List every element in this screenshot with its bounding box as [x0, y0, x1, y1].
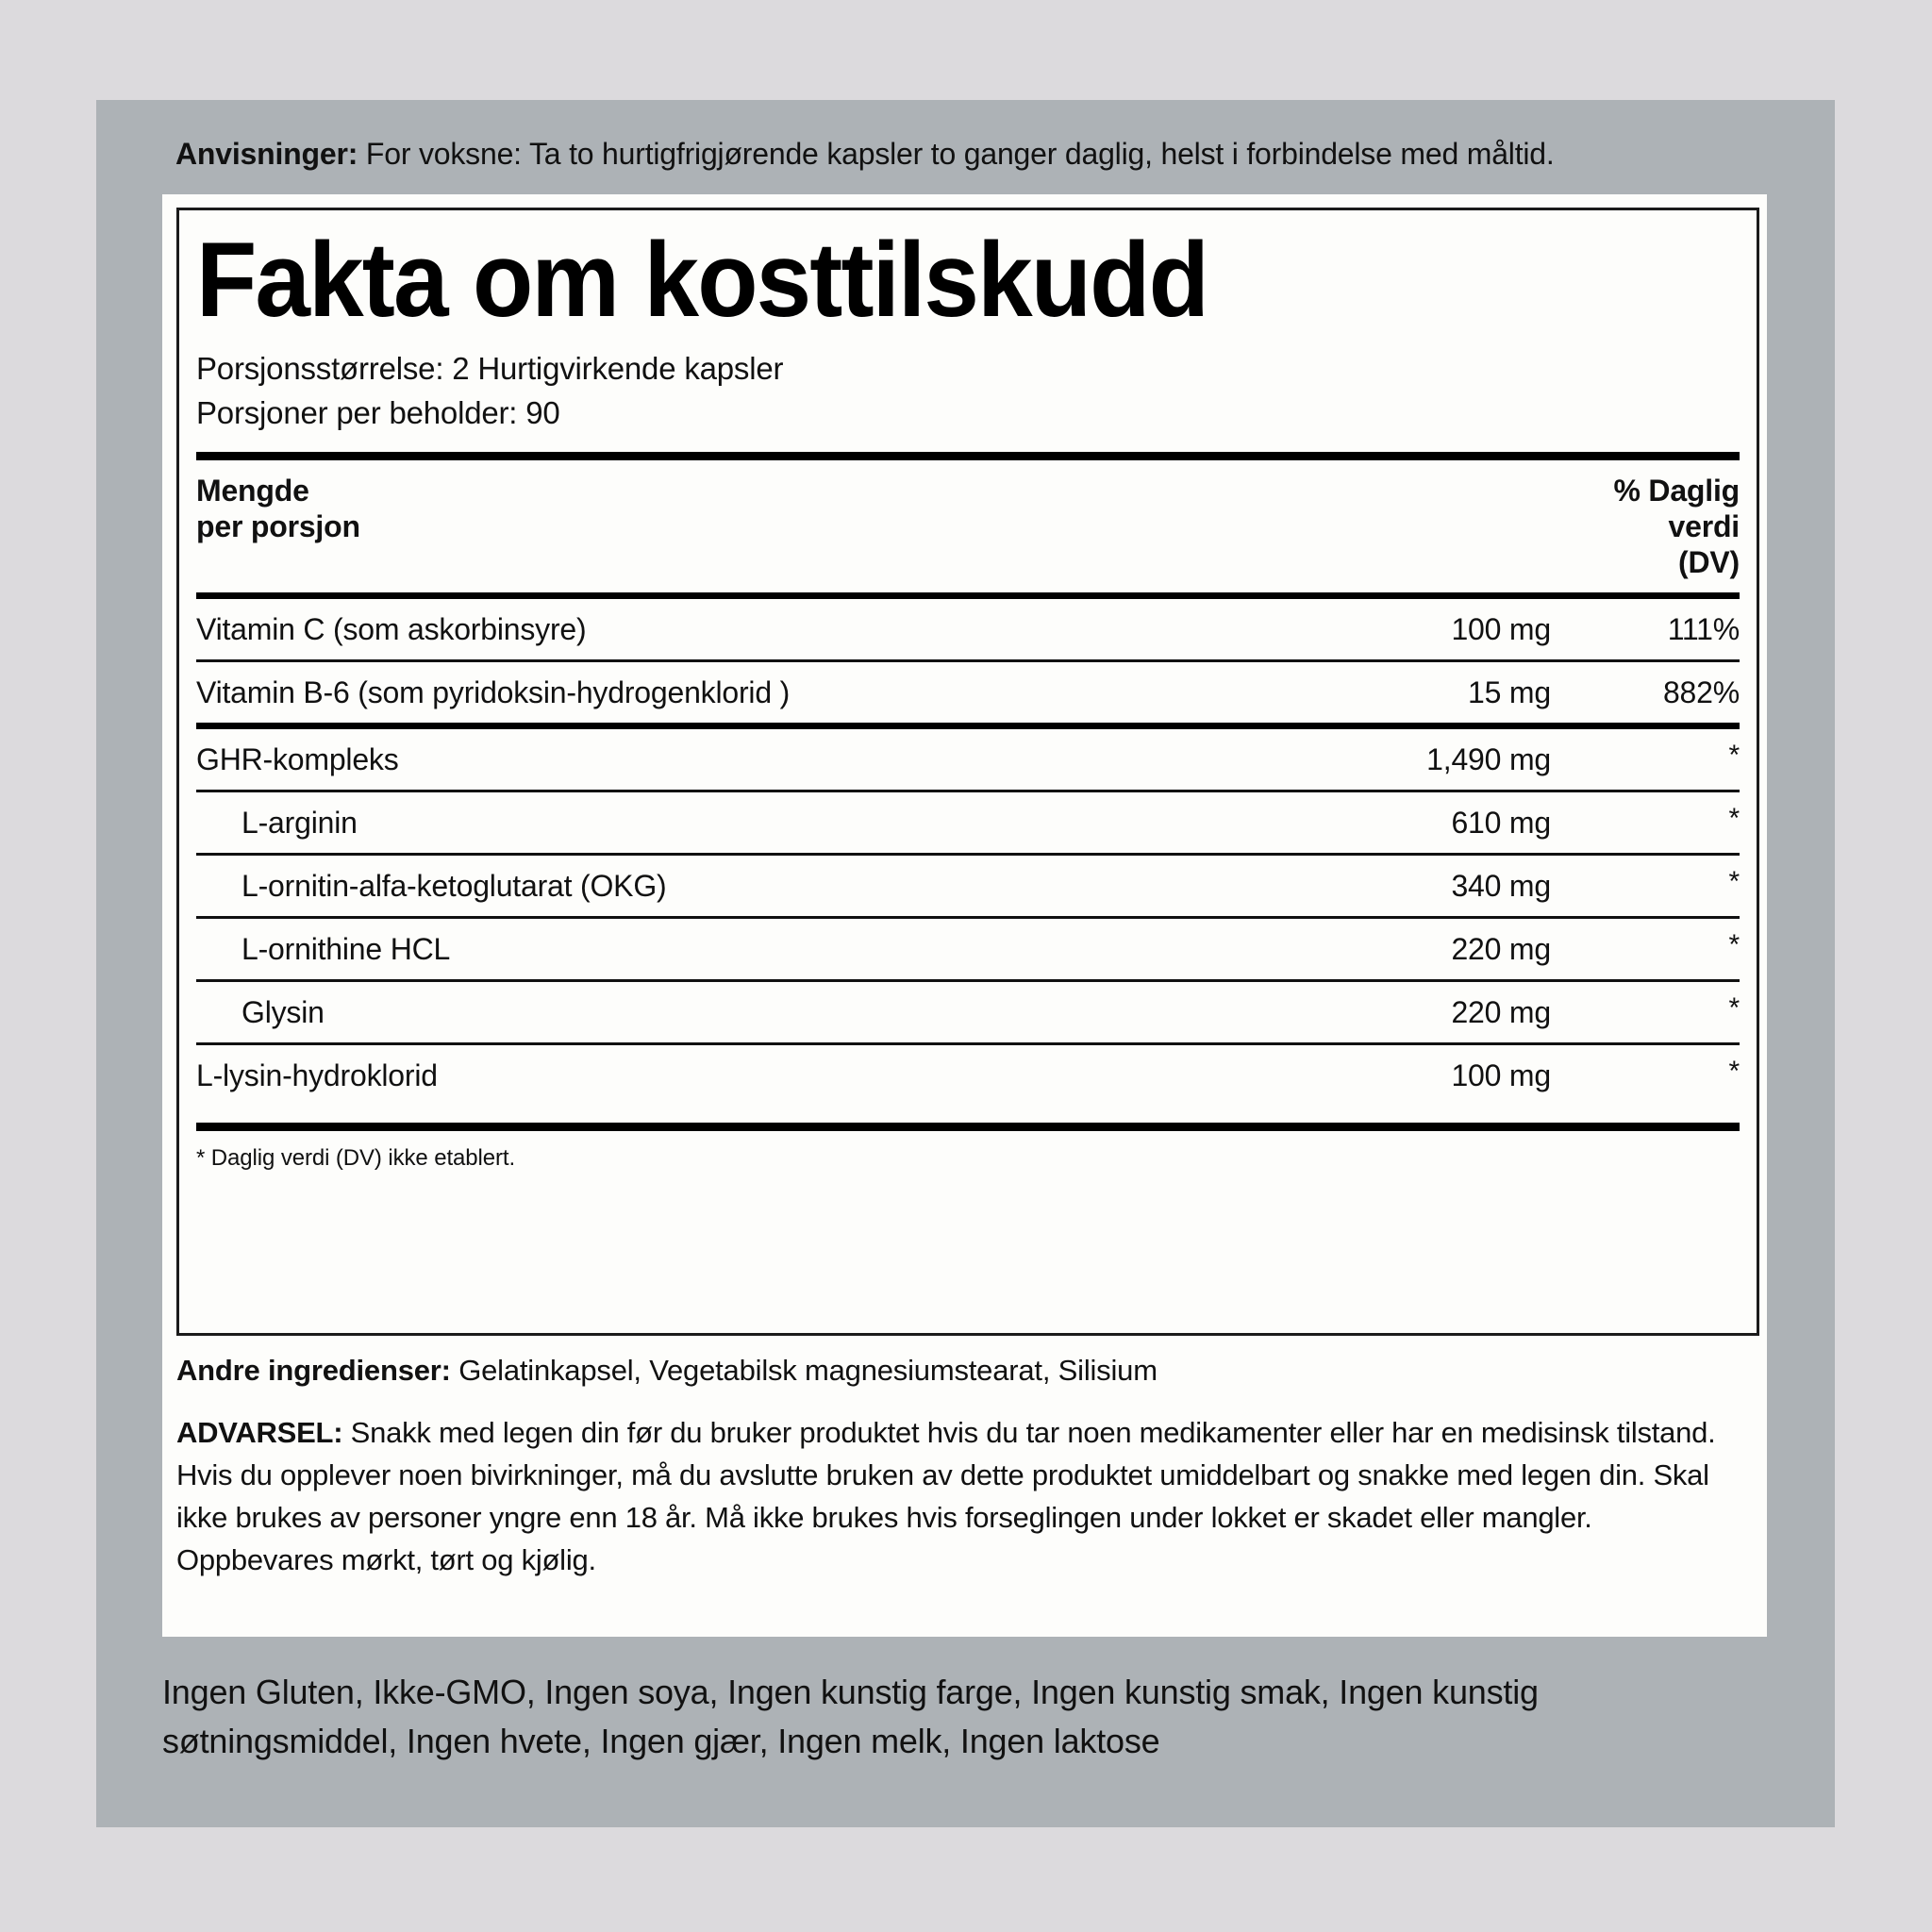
header-dv-line2: verdi [1668, 509, 1740, 543]
nutrient-daily-value [1551, 729, 1740, 791]
supplement-facts-table [196, 460, 1740, 592]
nutrient-daily-value [1551, 855, 1740, 918]
header-amount-cell [196, 460, 1268, 592]
dv-asterisk: * [1728, 929, 1740, 960]
header-spacer-cell [1268, 460, 1551, 592]
table-row [196, 855, 1740, 918]
nutrient-amount: 340 mg [1268, 855, 1551, 918]
nutrient-name: L-arginin [196, 791, 1268, 855]
rule-below-header [196, 592, 1740, 599]
table-row [196, 1044, 1740, 1107]
rule-below-vitamins [196, 723, 1740, 729]
nutrient-daily-value: 111% [1667, 612, 1740, 646]
table-row [196, 729, 1740, 791]
header-dv-line1: % Daglig [1613, 474, 1740, 508]
header-amount-line2: per porsjon [196, 509, 360, 543]
table-row [196, 791, 1740, 855]
nutrient-amount: 15 mg [1268, 661, 1551, 724]
product-claims: Ingen Gluten, Ikke-GMO, Ingen soya, Ingen kunstig farge, Ingen kunstig smak, Ingen kunstig søtningsmiddel, Ingen hvete, Ingen gjær, Ingen melk, Ingen laktose [162, 1673, 1539, 1760]
dv-asterisk: * [1728, 866, 1740, 897]
table-header-row [196, 460, 1740, 592]
other-ingredients-line [176, 1353, 1752, 1389]
nutrient-amount: 100 mg [1268, 1044, 1551, 1107]
dv-footnote: * Daglig verdi (DV) ikke etablert. [196, 1145, 516, 1171]
nutrient-table-top [196, 599, 1740, 723]
nutrient-name: Vitamin C (som askorbinsyre) [196, 612, 587, 646]
table-row [196, 918, 1740, 981]
nutrient-amount: 100 mg [1451, 612, 1551, 646]
supplement-facts-box [176, 208, 1759, 1336]
supplement-facts-panel [162, 194, 1767, 1637]
nutrient-daily-value [1551, 791, 1740, 855]
rule-above-footnote [196, 1123, 1740, 1131]
dv-asterisk: * [1728, 740, 1740, 771]
nutrient-rows-bottom [196, 729, 1740, 1106]
nutrient-name: L-lysin-hydroklorid [196, 1044, 1268, 1107]
table-row [196, 599, 1740, 661]
table-row [196, 661, 1740, 724]
nutrient-amount: 1,490 mg [1426, 742, 1551, 776]
dv-asterisk: * [1728, 992, 1740, 1024]
header-dv-cell [1551, 460, 1740, 592]
supplement-facts-title: Fakta om kosttilskudd [196, 221, 1208, 339]
serving-size: Porsjonsstørrelse: 2 Hurtigvirkende kapsler [196, 351, 784, 386]
supplement-label-card [96, 100, 1835, 1827]
nutrient-name: L-ornithine HCL [196, 918, 1268, 981]
other-ingredients-text: Gelatinkapsel, Vegetabilsk magnesiumstearat, Silisium [458, 1354, 1158, 1387]
dv-asterisk: * [1728, 803, 1740, 834]
warning-label: ADVARSEL: [176, 1416, 343, 1449]
header-dv-line3: (DV) [1678, 545, 1740, 579]
dv-asterisk: * [1728, 1056, 1740, 1087]
warning-text: Snakk med legen din før du bruker produktet hvis du tar noen medikamenter eller har en medisinsk tilstand. Hvis du opplever noen bivirkninger, må du avslutte bruken av dette produktet umiddelbart og snakke med legen din. Skal ikke brukes av personer yngre enn 18 år. Må ikke brukes hvis forseglingen under lokket er skadet eller mangler. Oppbevares mørkt, tørt og kjølig. [176, 1416, 1716, 1576]
directions-label: Anvisninger: [175, 137, 358, 171]
nutrient-name: Glysin [196, 981, 1268, 1044]
warning-block [176, 1411, 1750, 1581]
nutrient-rows-top [196, 599, 1740, 723]
directions-line [175, 136, 1779, 172]
nutrient-amount: 220 mg [1268, 918, 1551, 981]
nutrient-amount: 610 mg [1268, 791, 1551, 855]
nutrient-daily-value [1551, 918, 1740, 981]
header-amount-line1: Mengde [196, 474, 309, 508]
nutrient-name: L-ornitin-alfa-ketoglutarat (OKG) [196, 855, 1268, 918]
servings-per-container: Porsjoner per beholder: 90 [196, 395, 560, 430]
nutrient-daily-value [1551, 981, 1740, 1044]
nutrient-table-bottom [196, 729, 1740, 1106]
nutrient-name: Vitamin B-6 (som pyridoksin-hydrogenklorid ) [196, 661, 1268, 724]
nutrient-amount: 220 mg [1268, 981, 1551, 1044]
rule-above-header [196, 452, 1740, 460]
table-row [196, 981, 1740, 1044]
nutrient-daily-value [1551, 1044, 1740, 1107]
other-ingredients-label: Andre ingredienser: [176, 1354, 451, 1387]
directions-text: For voksne: Ta to hurtigfrigjørende kapsler to ganger daglig, helst i forbindelse med måltid. [365, 137, 1555, 171]
nutrient-name: GHR-kompleks [196, 742, 399, 776]
nutrient-daily-value: 882% [1551, 661, 1740, 724]
